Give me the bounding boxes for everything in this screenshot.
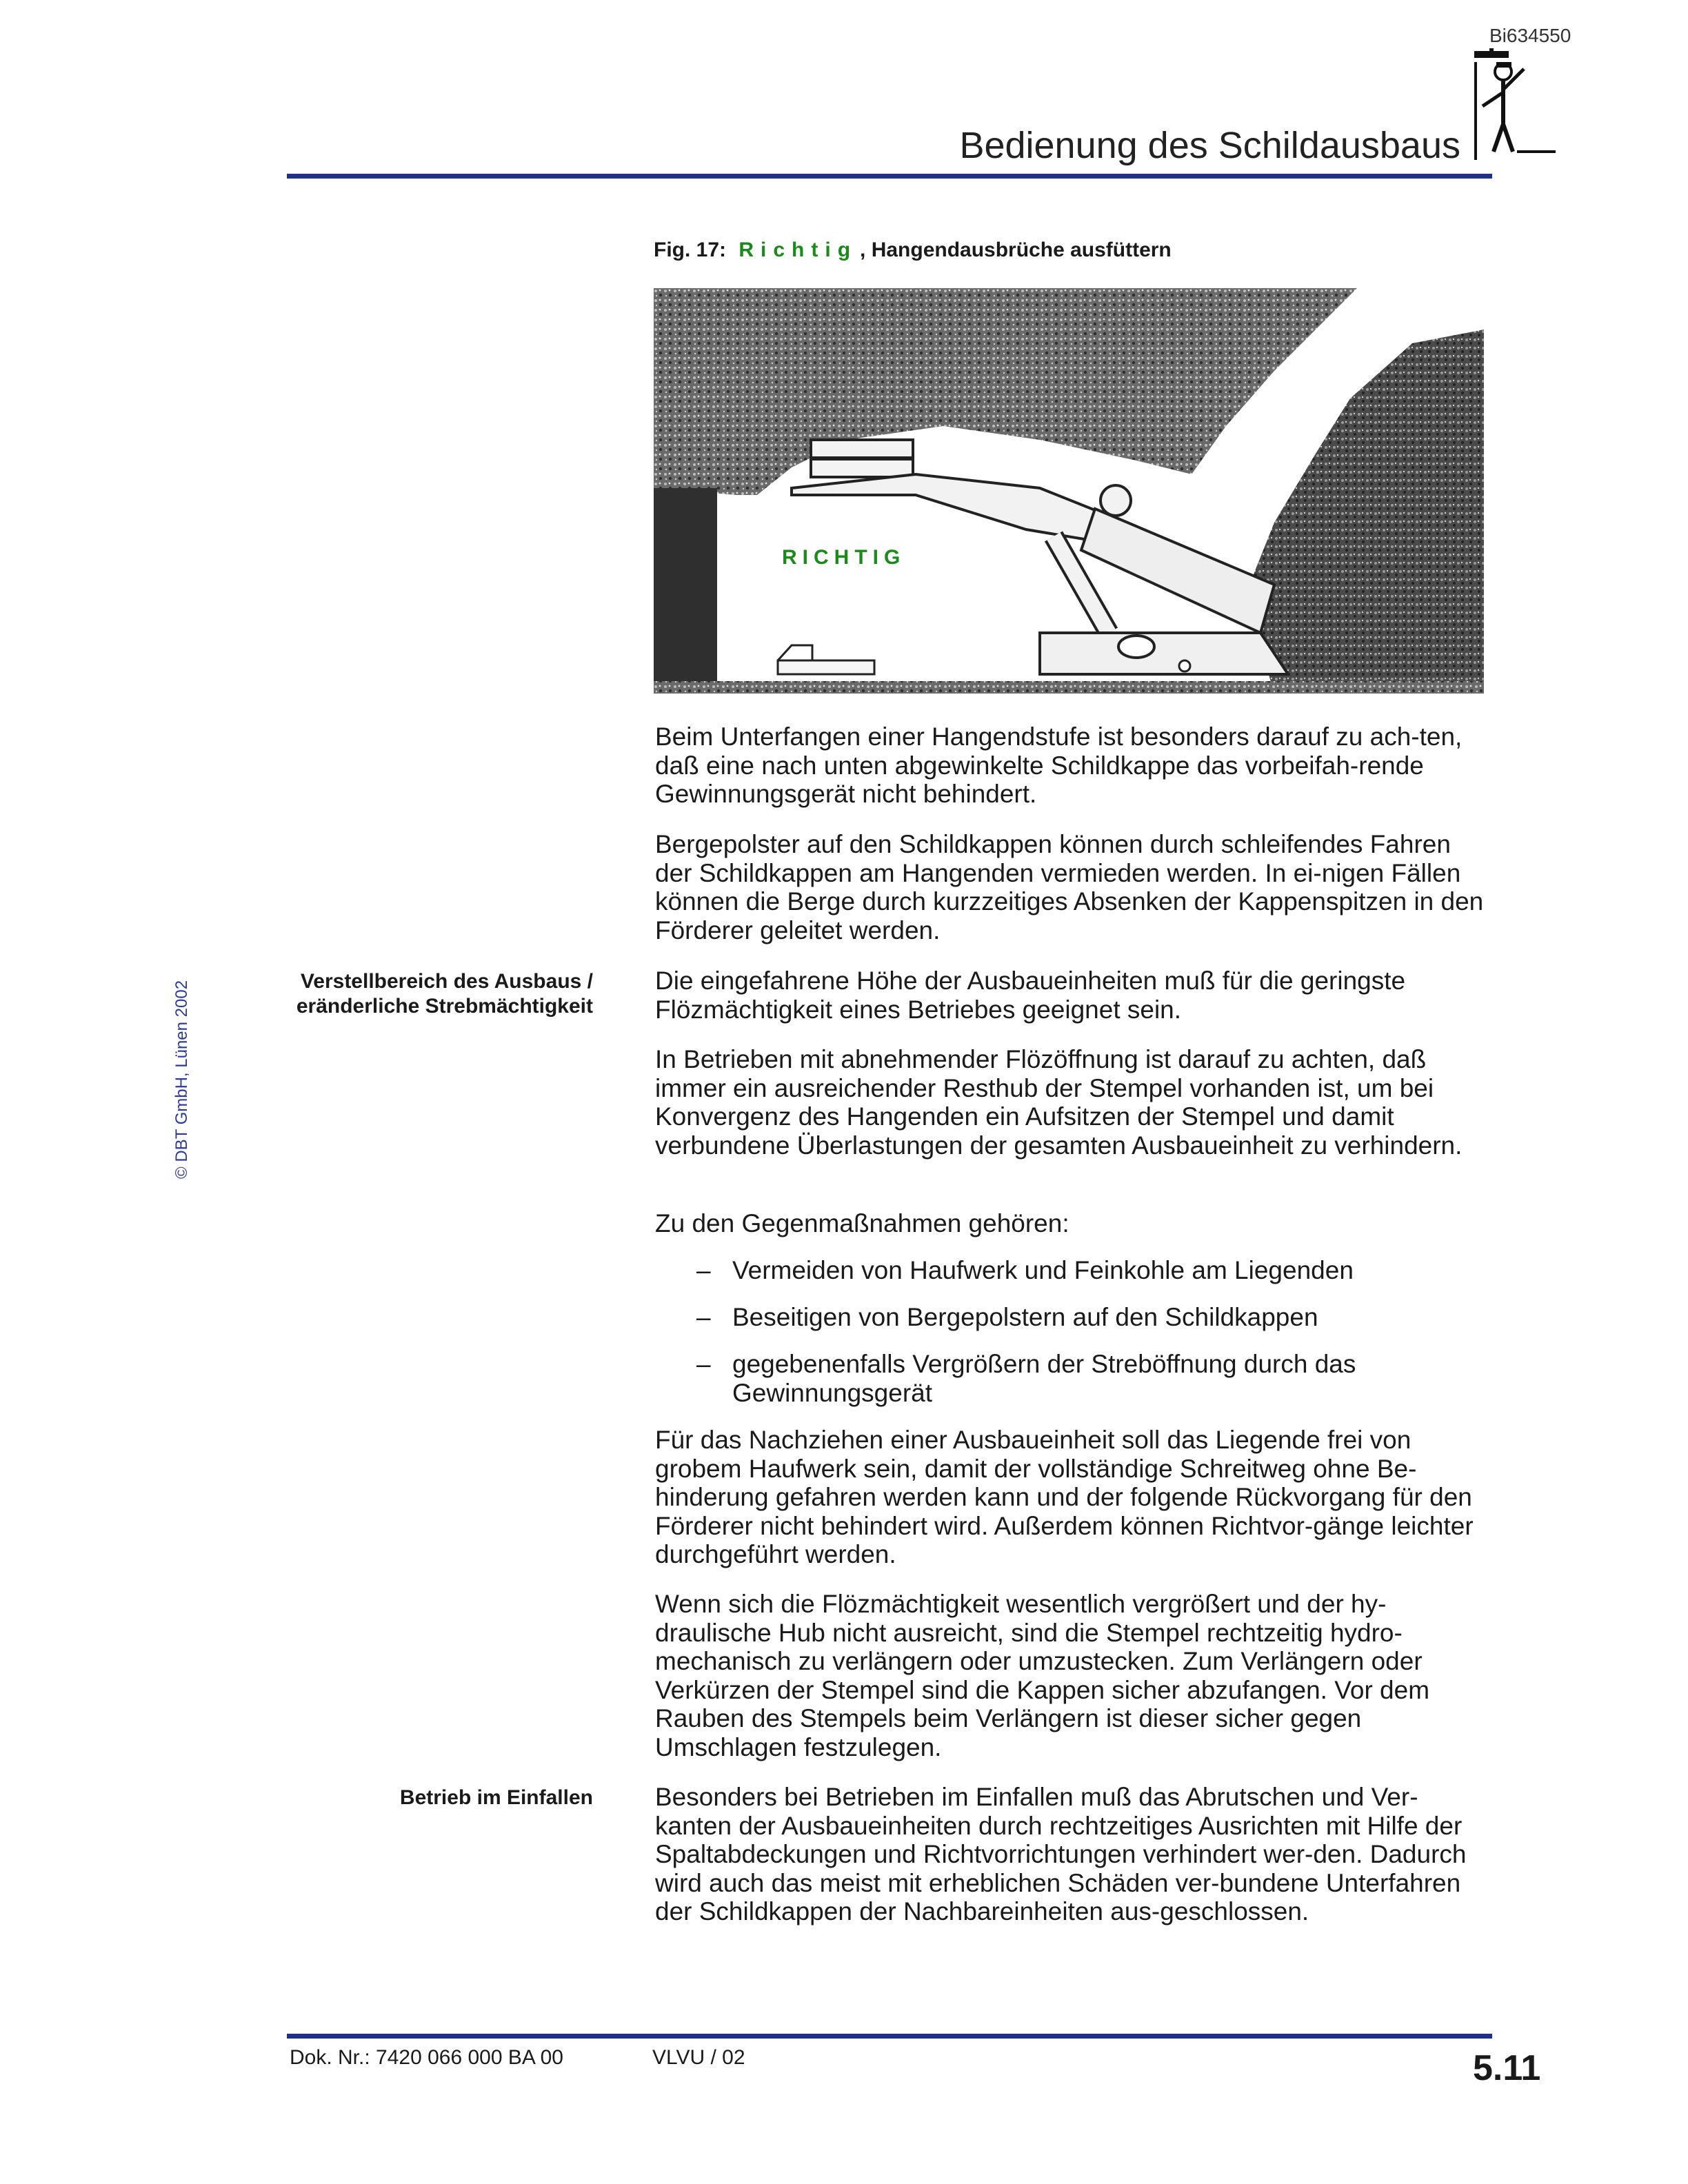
paragraph: Beim Unterfangen einer Hangendstufe ist besonders darauf zu ach-ten, daß eine nach unten abgewinkelte Schildkappe das vorbeifah-rende Gewinnungsgerät nicht behindert.: [655, 722, 1463, 808]
paragraph: Besonders bei Betrieben im Einfallen muß das Abrutschen und Ver-kanten der Ausbaueinheiten durch rechtzeitiges Ausrichten mit Hilfe der Spaltabdeckungen und Richtvorrichtungen verhindert wer-den. Dadurch wird auch das meist mit erheblichen Schäden ver-bundene Unterfahren der Schildkappen der Nachbareinheiten aus-geschlossen.: [655, 1783, 1467, 1925]
list-item: [696, 1303, 1496, 1332]
page-number: 5.11: [1473, 2048, 1541, 2088]
figure-caption-highlight: Richtig: [738, 239, 858, 261]
side-label-dip: Betrieb im Einfallen: [399, 1786, 593, 1809]
list-item: [696, 1350, 1496, 1407]
bullet-dash: –: [696, 1256, 711, 1284]
list-item-text: Beseitigen von Bergepolstern auf den Schildkappen: [732, 1303, 1318, 1331]
paragraph: Zu den Gegenmaßnahmen gehören:: [655, 1209, 1069, 1237]
footer-document-number: Dok. Nr.: 7420 066 000 BA 00: [290, 2046, 563, 2069]
bullet-dash: –: [696, 1303, 711, 1331]
paragraph: Die eingefahrene Höhe der Ausbaueinheiten muß für die geringste Flözmächtigkeit eines Betriebes geeignet sein.: [655, 967, 1406, 1024]
list-item-text: gegebenenfalls Vergrößern der Streböffnung durch das Gewinnungsgerät: [732, 1350, 1356, 1407]
miner-worker-icon: [1469, 48, 1558, 165]
figure-caption: [654, 239, 1172, 262]
copyright-text: © DBT GmbH, Lünen 2002: [172, 980, 191, 1179]
figure-caption-prefix: Fig. 17:: [654, 239, 727, 261]
paragraph: Bergepolster auf den Schildkappen können durch schleifendes Fahren der Schildkappen am Hangenden vermieden werden. In ei-nigen Fällen können die Berge durch kurzzeitiges Absenken der Kappenspitzen in den Förderer geleitet werden.: [655, 830, 1484, 944]
paragraph: Wenn sich die Flözmächtigkeit wesentlich vergrößert und der hy-draulische Hub nicht ausreicht, sind die Stempel rechtzeitig hydro-mechanisch zu verlängern oder umzustecken. Zum Verlängern oder Verkürzen der Stempel sind die Kappen sicher abzufangen. Vor dem Rauben des Stempels beim Verlängern ist dieser sicher gegen Umschlagen festzulegen.: [655, 1590, 1430, 1761]
list-item-text: Vermeiden von Haufwerk und Feinkohle am Liegenden: [732, 1256, 1354, 1284]
paragraph: In Betrieben mit abnehmender Flözöffnung ist darauf zu achten, daß immer ein ausreichender Resthub der Stempel vorhanden ist, um bei Konvergenz des Hangenden ein Aufsitzen der Stempel und damit verbundene Überlastungen der gesamten Ausbaueinheit zu verhindern.: [655, 1045, 1463, 1160]
bullet-dash: –: [696, 1350, 711, 1378]
figure-caption-rest: , Hangendausbrüche ausfüttern: [860, 239, 1172, 261]
shield-support-illustration: [654, 288, 1484, 694]
header-divider: [287, 174, 1492, 179]
document-id: Bi634550: [1489, 25, 1571, 46]
footer-divider: [287, 2034, 1492, 2039]
footer-version: VLVU / 02: [652, 2046, 745, 2069]
side-label-adjustment: Verstellbereich des Ausbaus / eränderliche Strebmächtigkeit: [296, 970, 593, 1018]
figure-image-label: RICHTIG: [782, 546, 906, 569]
list-item: [696, 1256, 1496, 1285]
paragraph: Für das Nachziehen einer Ausbaueinheit soll das Liegende frei von grobem Haufwerk sein, damit der vollständige Schreitweg ohne Be-hinderung gefahren werden kann und der folgende Rückvorgang für den Förderer nicht behindert wird. Außerdem können Richtvor-gänge leichter durchgeführt werden.: [655, 1426, 1474, 1568]
page-title: Bedienung des Schildausbaus: [959, 125, 1460, 166]
